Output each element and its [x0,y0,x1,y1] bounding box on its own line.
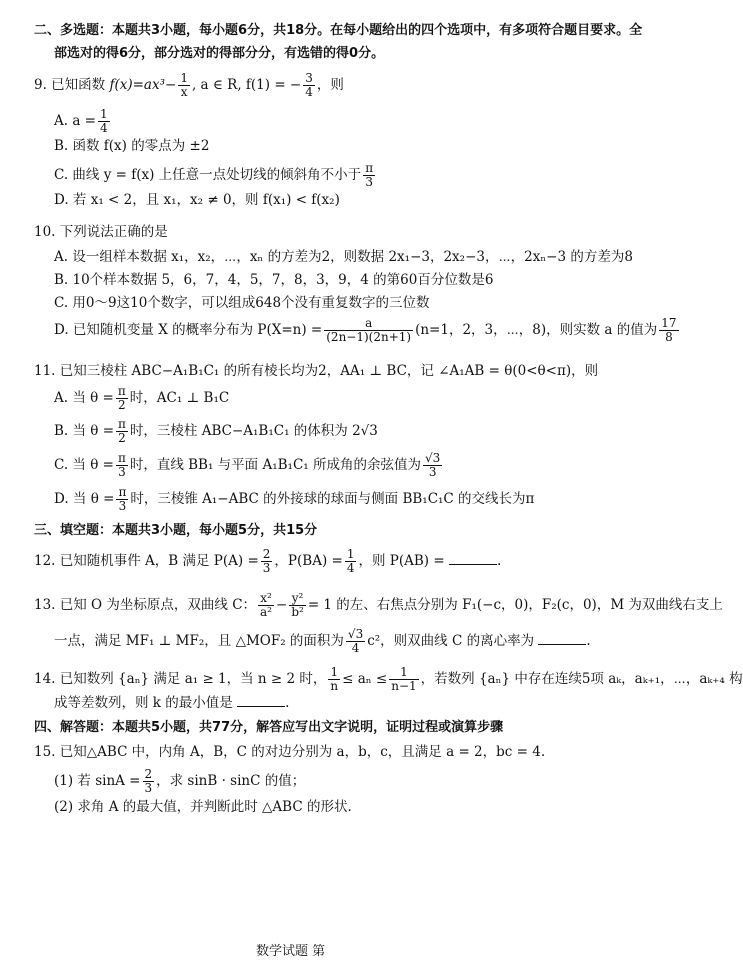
q11-option-b: B. 当 θ = $\frac{\pi}{2}$ 时，三棱柱 ABC−A₁B₁C₁ 的体积为 2√3 [54,417,378,445]
q9-option-c: C. 曲线 y = f(x) 上任意一点处切线的倾斜角不小于 $\frac{\pi}{3}$ [54,161,374,189]
question-10: 10. 下列说法正确的是 [34,224,168,240]
q10-option-c: C. 用0～9这10个数字，可以组成648个没有重复数字的三位数 [54,295,430,311]
question-14-line2: 成等差数列，则 k 的最小值是 . [54,695,290,711]
question-9: 9. 已知函数 f(x)=ax³− $\frac{1}{x}$ , a ∈ R, f(1) = − $\frac{3}{4}$ ，则 [34,71,344,99]
page-footer: 数学试题 第 [256,944,326,959]
question-15: 15. 已知△ABC 中，内角 A，B，C 的对边分别为 a，b，c，且满足 a = 2，bc = 4. [34,744,546,760]
q15-part-1: (1) 若 sinA = $\frac{2}{3}$ ，求 sinB · sinC 的值； [54,767,306,795]
section-3-heading: 三、填空题：本题共3小题，每小题5分，共15分 [34,523,318,538]
section-2-heading-line2: 部选对的得6分，部分选对的得部分分，有选错的得0分。 [54,46,385,61]
question-13-line1: 13. 已知 O 为坐标原点，双曲线 C： $\frac{\text{x²}}{\text{a²}}$ − $\frac{\text{y²}}{\text{b²}}$ = 1 的左、右焦点分别为 F₁(−c，0)，F₂(c，0)，M 为双曲线右支上 [34,591,723,619]
q10-option-a: A. 设一组样本数据 x₁，x₂，⋯，xₙ 的方差为2，则数据 2x₁−3，2x₂−3，⋯，2xₙ−3 的方差为8 [54,249,633,265]
answer-blank [538,632,586,645]
q9-option-b: B. 函数 f(x) 的零点为 ±2 [54,138,210,154]
question-13-line2: 一点，满足 MF₁ ⊥ MF₂，且 △MOF₂ 的面积为 $\frac{√3}{4}$ c²，则双曲线 C 的离心率为 . [54,627,591,655]
q11-option-a: A. 当 θ = $\frac{\pi}{2}$ 时，AC₁ ⊥ B₁C [54,384,230,412]
q9-option-d: D. 若 x₁ < 2，且 x₁，x₂ ≠ 0，则 f(x₁) < f(x₂) [54,192,340,208]
section-4-heading: 四、解答题：本题共5小题，共77分，解答应写出文字说明，证明过程或演算步骤 [34,720,504,735]
q15-part-2: (2) 求角 A 的最大值，并判断此时 △ABC 的形状. [54,799,352,815]
question-14-line1: 14. 已知数列 {aₙ} 满足 a₁ ≥ 1，当 n ≥ 2 时， $\frac{1}{n}$ ≤ aₙ ≤ $\frac{1}{n-1}$ ，若数列 {aₙ} 中存在连续5项 aₖ，aₖ₊₁，⋯，aₖ₊₄ 构 [34,665,743,693]
answer-blank [449,552,497,565]
q10-option-d: D. 已知随机变量 X 的概率分布为 P(X=n) = $\frac{a}{(2n-1)(2n+1)}$ (n=1，2，3，⋯，8)，则实数 a 的值为 $\frac{17}{8}$ [54,316,677,344]
question-11: 11. 已知三棱柱 ABC−A₁B₁C₁ 的所有棱长均为2，AA₁ ⊥ BC，记 ∠A₁AB = θ(0<θ<π)，则 [34,363,599,379]
question-12: 12. 已知随机事件 A，B 满足 P(A) = $\frac{2}{3}$ ，P(BA) = $\frac{1}{4}$ ，则 P(AB) = . [34,547,502,575]
q10-option-b: B. 10个样本数据 5，6，7，4，5，7，8，3，9，4 的第60百分位数是6 [54,272,494,288]
q11-option-c: C. 当 θ = $\frac{\pi}{3}$ 时，直线 BB₁ 与平面 A₁B₁C₁ 所成角的余弦值为 $\frac{√3}{3}$ [54,451,441,479]
section-2-heading-line1: 二、多选题：本题共3小题，每小题6分，共18分。在每小题给出的四个选项中，有多项符合题目要求。全 [34,23,643,38]
q9-option-a: A. a = $\frac{1}{4}$ [54,107,108,135]
answer-blank [237,694,285,707]
q11-option-d: D. 当 θ = $\frac{\pi}{3}$ 时，三棱锥 A₁−ABC 的外接球的球面与侧面 BB₁C₁C 的交线长为π [54,485,535,513]
